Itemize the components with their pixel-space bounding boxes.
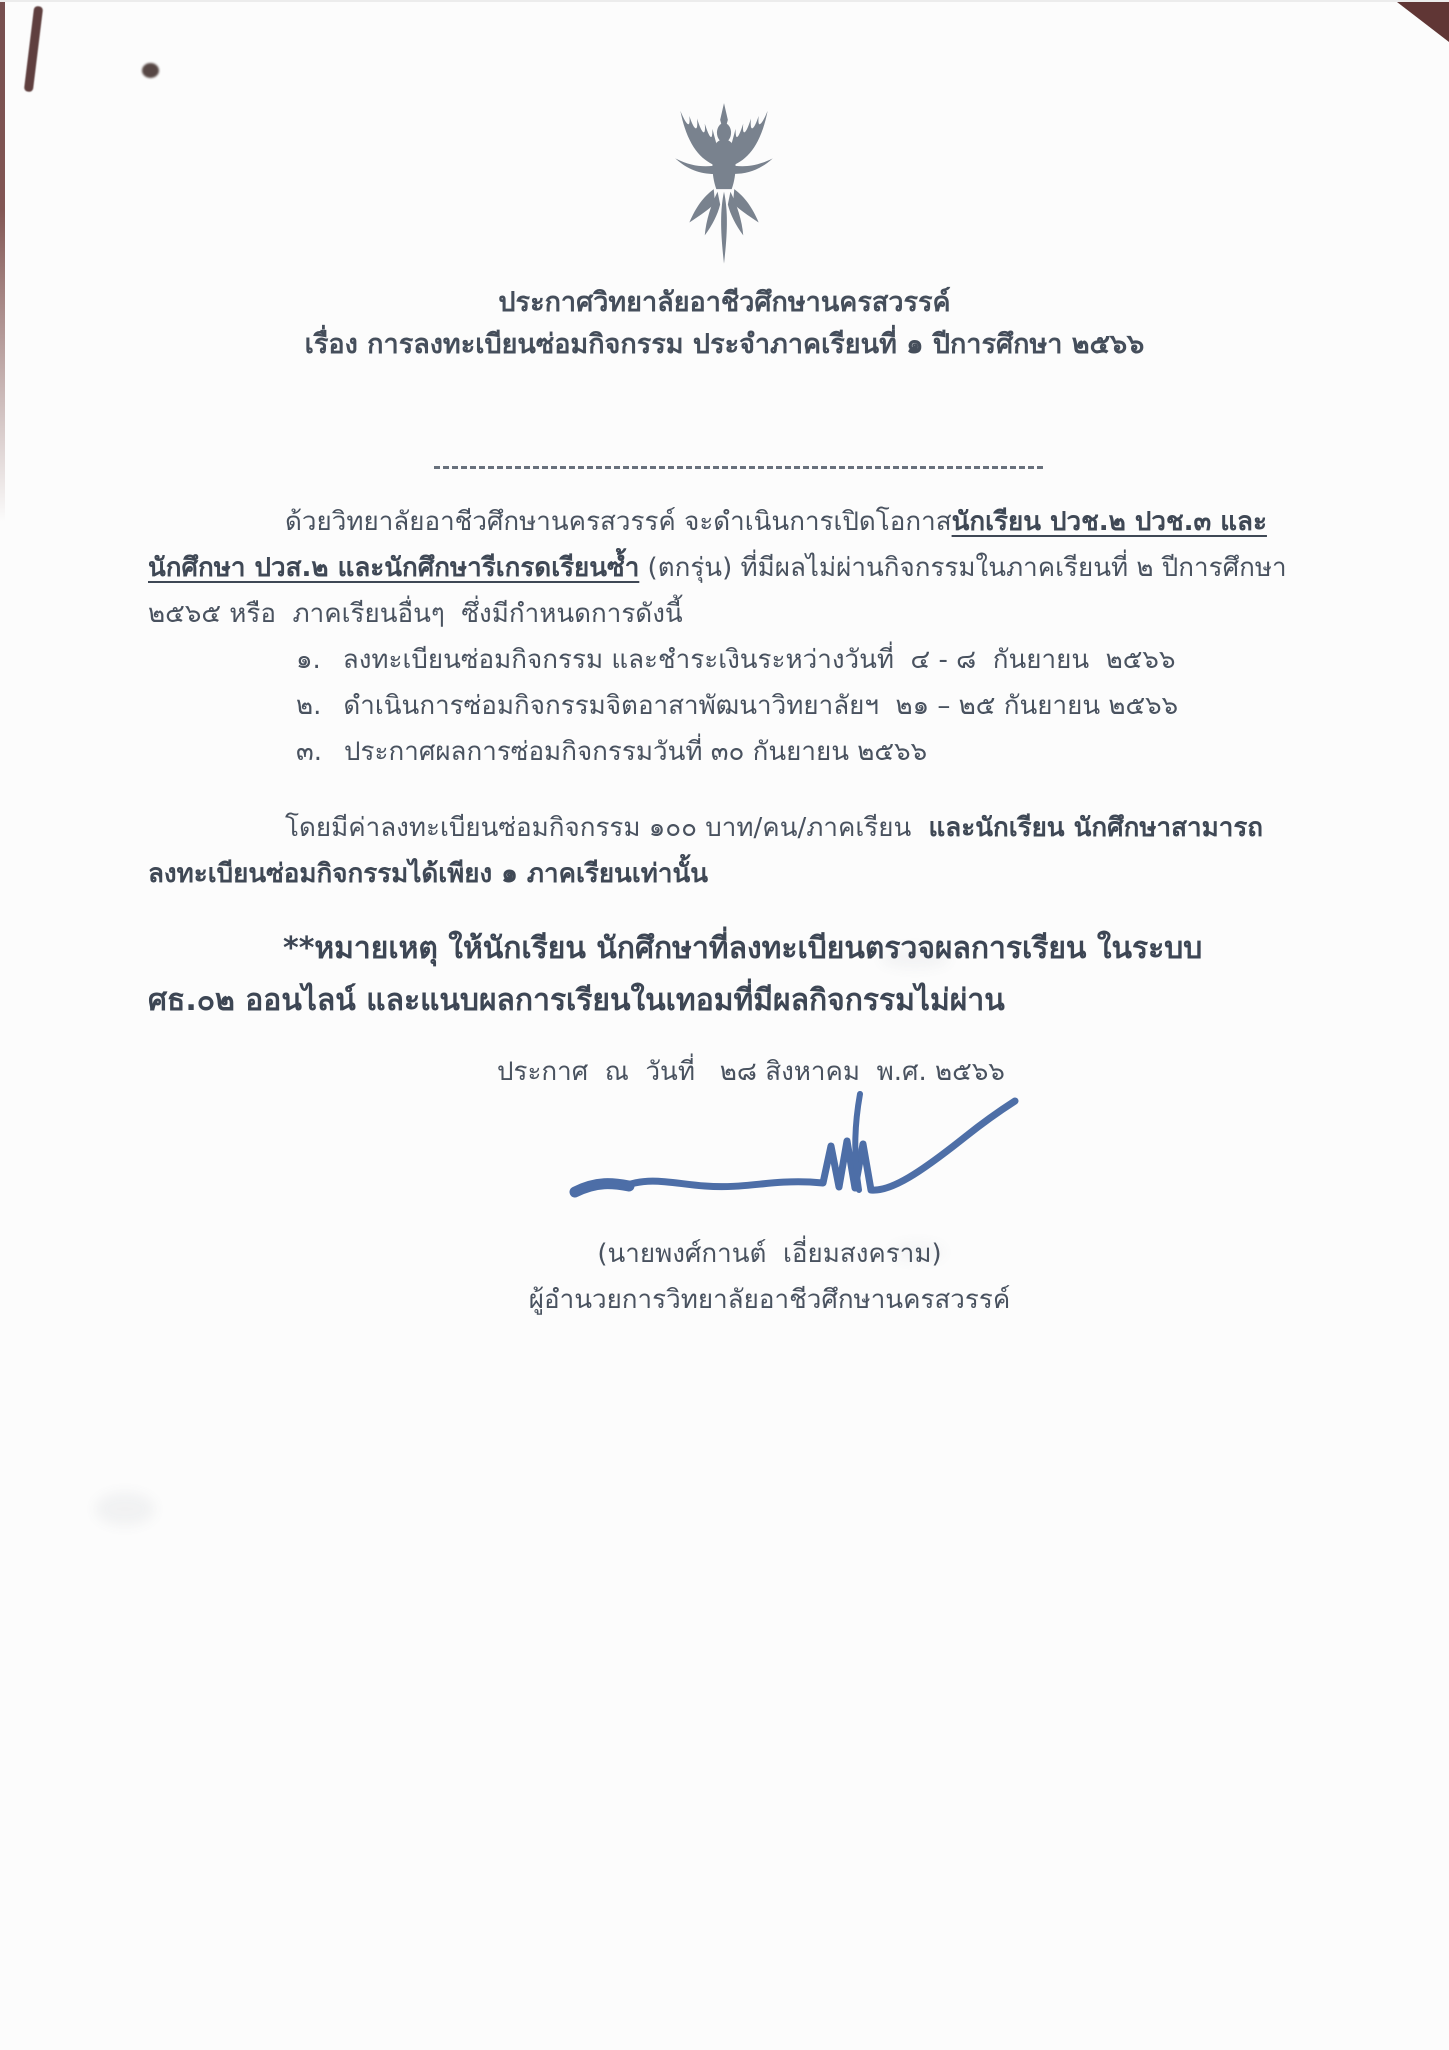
scan-edge-artifact-left [0,2,5,522]
schedule-item-2 [296,686,1178,726]
paragraph1-line2-normal: (ตกรุ่น) ที่มีผลไม่ผ่านกิจกรรมในภาคเรียนที่ ๒ ปีการศึกษา [639,553,1287,583]
paragraph1-line3: ๒๕๖๕ หรือ ภาคเรียนอื่นๆ ซึ่งมีกำหนดการดังนี้ [148,599,683,629]
schedule-item-3-number: ๓. [296,737,323,767]
paragraph2-line1 [285,808,1263,848]
paragraph2-line1-bold: และนักเรียน นักศึกษาสามารถ [919,813,1264,843]
garuda-emblem [647,94,801,274]
scan-corner-artifact-top-right [1397,2,1449,42]
schedule-item-2-number: ๒. [296,691,322,721]
note-line2: ศธ.๐๒ ออนไลน์ และแนบผลการเรียนในเทอมที่มีผลกิจกรรมไม่ผ่าน [148,983,1005,1018]
scan-spot-artifact [142,63,159,78]
paragraph1-line1-emphasis: นักเรียน ปวช.๒ ปวช.๓ และ [951,507,1267,537]
paragraph2-line1-normal: โดยมีค่าลงทะเบียนซ่อมกิจกรรม ๑๐๐ บาท/คน/ภาคเรียน [285,813,920,843]
schedule-item-1 [296,640,1175,680]
paragraph2-line2: ลงทะเบียนซ่อมกิจกรรมได้เพียง ๑ ภาคเรียนเท่านั้น [148,859,709,889]
paragraph1-line1-normal: ด้วยวิทยาลัยอาชีวศึกษานครสวรรค์ จะดำเนินการเปิดโอกาส [285,507,952,537]
schedule-item-3-text: ประกาศผลการซ่อมกิจกรรมวันที่ ๓๐ กันยายน ๒๕๖๖ [344,737,928,767]
note-line1: **หมายเหตุ ให้นักเรียน นักศึกษาที่ลงทะเบียนตรวจผลการเรียน ในระบบ [283,931,1203,966]
signer-title: ผู้อำนวยการวิทยาลัยอาชีวศึกษานครสวรรค์ [528,1285,1011,1315]
handwritten-signature [555,1090,1035,1235]
scan-streak-artifact-top-left [24,6,43,92]
scan-smudge-artifact [95,1492,155,1526]
document-title: ประกาศวิทยาลัยอาชีวศึกษานครสวรรค์ [498,287,951,318]
schedule-item-2-text: ดำเนินการซ่อมกิจกรรมจิตอาสาพัฒนาวิทยาลัยฯ ๒๑ – ๒๕ กันยายน ๒๕๖๖ [343,691,1179,721]
schedule-item-1-text: ลงทะเบียนซ่อมกิจกรรม และชำระเงินระหว่างวันที่ ๔ - ๘ กันยายน ๒๕๖๖ [342,645,1176,675]
paragraph1-line1 [285,502,1267,542]
announcement-date-line: ประกาศ ณ วันที่ ๒๘ สิงหาคม พ.ศ. ๒๕๖๖ [497,1057,1005,1087]
schedule-item-3 [296,732,927,772]
signer-name: (นายพงศ์กานต์ เอี่ยมสงคราม) [597,1239,942,1269]
paragraph1-line2 [148,548,1287,588]
schedule-item-1-number: ๑. [296,645,321,675]
dashed-divider [434,466,1046,469]
paragraph1-line2-emphasis: นักศึกษา ปวส.๒ และนักศึกษารีเกรดเรียนซ้ำ [148,553,640,583]
document-subject-line: เรื่อง การลงทะเบียนซ่อมกิจกรรม ประจำภาคเรียนที่ ๑ ปีการศึกษา ๒๕๖๖ [304,329,1145,360]
